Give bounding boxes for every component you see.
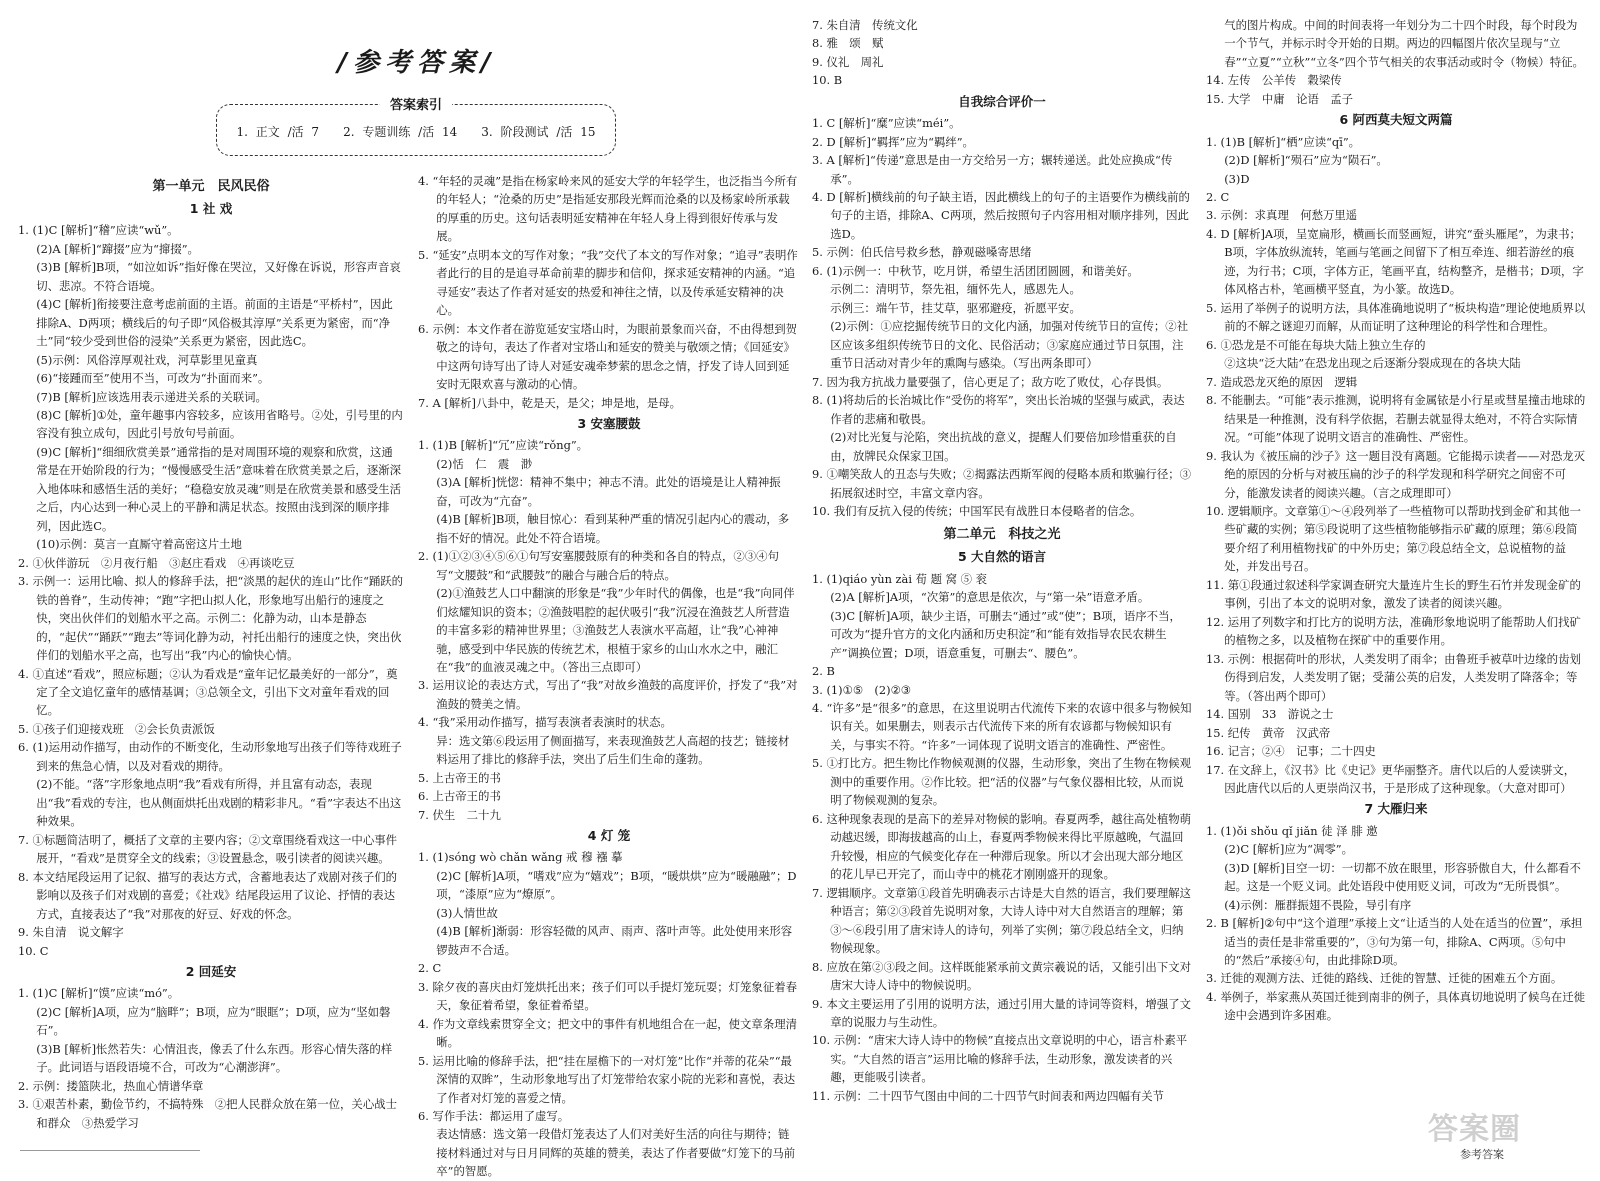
answer-line: (5)示例：风俗淳厚观社戏，河草影里见童真 <box>36 352 258 367</box>
answer-item: 8. (1)将劫后的长治城比作“受伤的将军”，突出长治城的坚强与威武，表达作者的悲痛和敬畏。 <box>812 393 1185 426</box>
answer-item: 7. 因为我方抗战力量要强了，信心更足了；敌方吃了败仗，心存畏惧。 <box>812 374 1169 389</box>
answer-item: 4. “许多”是“很多”的意思，在这里说明古代流传下来的农谚中很多与物候知识有关。如果删去，则表示古代流传下来的所有农谚都与物候知识有关，与事实不符。“许多”一词体现了说明文语言的准确性、严密性。 <box>812 701 1192 752</box>
answer-item: 11. 第①段通过叙述科学家调查研究大量连片生长的野生石竹并发现金矿的事例，引出了本文的说明对象，激发了读者的阅读兴趣。 <box>1206 577 1581 611</box>
answer-item: 5. “延安”点明本文的写作对象；“我”交代了本文的写作对象；“追寻”表明作者此行的目的是追寻革命前辈的脚步和信仰，探求延安精神的内涵。“追寻延安”表达了作者对延安的热爱和神往之情，以及传承延安精神的决心。 <box>418 247 798 318</box>
answer-item: 1. (1)qiáo yùn zài 荀 题 窝 ⑤ 衮 <box>812 571 988 586</box>
unit-heading: 第一单元 民风民俗 <box>152 179 270 194</box>
answer-item: 10. B <box>812 73 843 88</box>
answer-item: 5. 运用了举例子的说明方法，具体准确地说明了“板块构造”理论使地质界以前的不解之谜迎刃而解，从而证明了这种理论的科学性和合理性。 <box>1206 300 1586 334</box>
answer-line: 示例二：清明节，祭先祖，缅怀先人，感恩先人。 <box>830 282 1081 297</box>
answer-line: 气的图片构成。中间的时间表将一年划分为二十四个时段，每个时段为一个节气，并标示时令开始的日期。两边的四幅图片依次呈现与“立春”“立夏”“立秋”“立冬”四个节气相关的农事活动或时令（物候）特征。 <box>1224 18 1584 69</box>
answer-item: 3. 示例：求真理 何愁万里遥 <box>1206 208 1358 223</box>
answer-line: (3)B [解析]B项，“如泣如诉”指好像在哭泣，又好像在诉说，形容声音哀切、悲凉。不符合语境。 <box>36 260 401 293</box>
answer-item: 13. 示例：根据荷叶的形状，人类发明了雨伞；由鲁班手被草叶边缘的齿划伤得到启发，人类发明了锯；受蒲公英的启发，人类发明了降落伞；等等。（答出两个即可） <box>1206 651 1581 703</box>
lesson-heading: 自我综合评价一 <box>958 93 1046 109</box>
answer-item: 15. 大学 中庸 论语 孟子 <box>1206 91 1354 106</box>
answer-item: 10. C <box>18 943 49 958</box>
answer-line: 表达情感：选文第一段借灯笼表达了人们对美好生活的向往与期待；链接材料通过对与日月同辉的英雄的赞美，表达了作者要做“灯笼下的马前卒”的智愿。 <box>436 1127 796 1179</box>
answer-line: (2)A [解析]A项，“次第”的意思是依次，与“第一朵”语意矛盾。 <box>830 590 1150 605</box>
answer-item: 4. 举例子，举家燕从英国迁徙到南非的例子，具体真切地说明了候鸟在迁徙途中会遇到许多困难。 <box>1206 989 1585 1023</box>
answer-line: (2)C [解析]A项，应为“脑畔”；B项，应为“眼眶”；D项，应为“坚如磐石”。 <box>36 1004 391 1038</box>
answer-item: 8. 雅 颂 赋 <box>812 36 884 51</box>
answer-item: 3. 除夕夜的喜庆由灯笼烘托出来；孩子们可以手提灯笼玩耍；灯笼象征着春天，象征着希望，象征着希望。 <box>418 979 797 1013</box>
answer-item: 14. 左传 公羊传 穀梁传 <box>1206 73 1342 88</box>
column-4 <box>1206 16 1586 1025</box>
answer-index-items: 1. 正文 /活 7 2. 专题训练 /活 14 3. 阶段测试 /活 15 <box>236 125 596 139</box>
lesson-heading: 3 安塞腰鼓 <box>577 416 641 432</box>
answer-item: 3. ①艰苦朴素，勤俭节约，不搞特殊 ②把人民群众放在第一位，关心战士和群众 ③热爱学习 <box>18 1097 397 1130</box>
answer-line: 示例三：端午节，挂艾草，驱邪避疫，祈愿平安。 <box>830 300 1081 315</box>
unit-heading: 第二单元 科技之光 <box>943 527 1061 543</box>
answer-item: 8. 应放在第②③段之间。这样既能紧承前文黄宗羲说的话，又能引出下文对唐宋大诗人诗中的物候说明。 <box>812 959 1191 993</box>
answer-item: 5. ①打比方。把生物比作物候观测的仪器，生动形象，突出了生物在物候观测中的重要作用。②作比较。把“活的仪器”与气象仪器相比较，从而说明了物候观测的复杂。 <box>812 756 1191 808</box>
column-3 <box>812 16 1192 1105</box>
answer-item: 9. 仪礼 周礼 <box>812 54 884 69</box>
lesson-heading: 6 阿西莫夫短文两篇 <box>1339 112 1453 128</box>
footer-divider <box>20 1150 200 1151</box>
answer-line: (2)恬 仁 震 渺 <box>436 456 533 471</box>
answer-item: 4. “年轻的灵魂”是指在杨家岭来风的延安大学的年轻学生，也泛指当今所有的年轻人；“沧桑的历史”是指延安那段光辉而沧桑的以及杨家岭所承载的厚重的历史。这句话表明延安精神在年轻人身上得到很好传承与发展。 <box>418 174 798 244</box>
answer-item: 7. 逻辑顺序。文章第①段首先明确表示古诗是大自然的语言，我们要理解这种语言；第②③段首先说明对象，大诗人诗中对大自然语言的理解；第③～⑥段引用了唐宋诗人的诗句，列举了实例；第⑦段总结全文，归纳物候现象。 <box>812 885 1191 956</box>
lesson-heading: 4 灯 笼 <box>587 828 631 844</box>
answer-item: 1. (1)C [解析]“馍”应读“mó”。 <box>18 986 180 1001</box>
answer-line: (3)B [解析]怅然若失：心情沮丧，像丢了什么东西。形容心情失落的样子。此词语与语段语境不合，可改为“心潮澎湃”。 <box>36 1041 393 1075</box>
answer-item: 3. 运用议论的表达方式，写出了“我”对故乡渔鼓的高度评价，抒发了“我”对渔鼓的赞美之情。 <box>418 678 798 711</box>
answer-item: 10. 我们有反抗入侵的传统；中国军民有战胜日本侵略者的信念。 <box>812 503 1142 518</box>
answer-item: 6. 示例：本文作者在游览延安宝塔山时，为眼前景象而兴奋，不由得想到贺敬之的诗句，表达了作者对宝塔山和延安的赞美与敬颂之情；《回延安》中这两句诗写出了诗人对延安魂牵梦萦的思念之情，抒发了诗人回到延安时无限欢喜与激动的心情。 <box>418 321 797 392</box>
answer-line: (2)D [解析]“殒石”应为“陨石”。 <box>1224 153 1388 168</box>
answer-item: 17. 在文辞上，《汉书》比《史记》更华丽整齐。唐代以后的人爱读骈文，因此唐代以后的人更崇尚汉书，于是形成了这种现象。（大意对即可） <box>1206 762 1576 795</box>
answer-line: (2)对比光复与沦陷，突出抗战的意义，提醒人们要倍加珍惜重获的自由，放牌民众保家卫国。 <box>830 430 1177 463</box>
answer-line: (7)B [解析]应该选用表示递进关系的关联词。 <box>36 389 267 404</box>
answer-item: 14. 国别 33 游说之士 <box>1206 707 1334 722</box>
answer-item: 2. B <box>812 664 835 679</box>
answer-item: 1. (1)B [解析]“冗”应读“rǒng”。 <box>418 438 589 453</box>
answer-line: (4)C [解析]衔接要注意考虑前面的主语。前面的主语是“平桥村”，因此排除A、D两项；横线后的句子即“风俗极其淳厚”关系更为紧密，而“净土”同“较少受到世俗的浸染”关系更为紧密，因此选C。 <box>36 297 393 349</box>
answer-item: 5. ①孩子们迎接戏班 ②会长负责派饭 <box>18 721 215 736</box>
lesson-heading: 2 回延安 <box>185 964 237 980</box>
answer-item: 1. (1)ǒi shǒu qǐ jiǎn 徒 泽 腓 邀 <box>1206 823 1378 838</box>
answer-line: ②这块“泛大陆”在恐龙出现之后逐渐分裂成现在的各块大陆 <box>1224 356 1521 371</box>
answer-item: 7. 朱自清 传统文化 <box>812 18 918 32</box>
answer-item: 6. ①恐龙是不可能在每块大陆上独立生存的 <box>1206 337 1426 352</box>
answer-line: (3)C [解析]A项，缺少主语，可删去“通过”或“使”；B项，语序不当，可改为“提升官方的文化内涵和历史积淀”和“能有效指导农民农耕生产”调换位置；D项，语意重复，可删去“、腰色”。 <box>830 608 1181 660</box>
answer-line: (2)①渔鼓艺人口中翻演的形象是“我”少年时代的偶像，也是“我”向同伴们炫耀知识的资本；②渔鼓唱腔的起伏吸引“我”沉浸在渔鼓艺人所营造的丰富多彩的精神世界里；③渔鼓艺人表演水平高超，让“我”心神神驰，感受到中华民族的传统艺术，根植于家乡的山山水水之中，融汇在“我”的血液灵魂之中。（答出三点即可） <box>436 586 795 674</box>
answer-item: 11. 示例：二十四节气图由中间的二十四节气时间表和两边四幅有关节 <box>812 1088 1165 1103</box>
column-2 <box>418 172 800 1181</box>
answer-item: 2. (1)①②③④⑤⑥①句写安塞腰鼓原有的种类和各自的特点，②③④句写“文腰鼓”和“武腰鼓”的融合与融合后的特点。 <box>418 549 779 582</box>
answer-item: 9. 朱自清 说文解字 <box>18 925 124 940</box>
answer-line: (2)示例：①应挖掘传统节日的文化内涵，加强对传统节日的宣传；②社区应该多组织传统节日的文化、民俗活动；③家庭应通过节日氛围，注重节日活动对青少年的熏陶与感染。（写出两条即可） <box>830 319 1189 371</box>
answer-line: (2)A [解析]“蹿掇”应为“撺掇”。 <box>36 241 199 256</box>
lesson-heading: 1 社 戏 <box>189 201 233 217</box>
answer-item: 2. D [解析]“羁挥”应为“羁绊”。 <box>812 134 974 149</box>
answer-item: 6. 上古帝王的书 <box>418 789 501 804</box>
answer-item: 6. (1)运用动作描写，由动作的不断变化，生动形象地写出孩子们等待戏班子到来的焦急心情，以及对看戏的期待。 <box>18 740 402 773</box>
answer-item: 5. 上古帝王的书 <box>418 770 501 785</box>
answer-item: 9. 我认为《被压扁的沙子》这一题目没有离题。它能揭示读者——对恐龙灭绝的原因的分析与对被压扁的沙子的科学发现和科学研究之间密不可分，能激发读者的阅读兴趣。（言之成理即可） <box>1206 448 1585 500</box>
answer-item: 4. ①直述“看戏”，照应标题；②认为看戏是“童年记忆最美好的一部分”，奠定了全文追忆童年的感情基调；③总领全文，引出下文对童年看戏的回忆。 <box>18 666 398 718</box>
answer-item: 15. 纪传 黄帝 汉武帝 <box>1206 725 1331 740</box>
answer-item: 1. (1)B [解析]“栖”应读“qī”。 <box>1206 134 1361 149</box>
answer-line: (3)D [解析]目空一切：一切都不放在眼里，形容骄傲自大，什么都看不起。这是一个贬义词。此处语段中使用贬义词，可改为“无所畏惧”。 <box>1224 860 1581 894</box>
answer-index-box <box>216 98 616 156</box>
answer-item: 10. 逻辑顺序。文章第①～④段列举了一些植物可以帮助找到金矿和其他一些矿藏的实例；第⑤段说明了这些植物能够指示矿藏的原理；第⑥段简要介绍了利用植物找矿的中外历史；第⑦段总结全文，总说植物的益处，并发出号召。 <box>1206 503 1581 574</box>
answer-item: 4. “我”采用动作描写，描写表演者表演时的状态。 <box>418 715 672 730</box>
answer-item: 8. 不能删去。“可能”表示推测，说明将有金属铱是小行星或彗星撞击地球的结果是一种推测，没有科学依据，若删去就显得太绝对，不符合实际情况。“可能”体现了说明文语言的准确性、严密性。 <box>1206 393 1586 445</box>
answer-item: 2. B [解析]②句中“这个道理”承接上文“让适当的人处在适当的位置”，承担适当的责任是非常重要的”，③句为第一句，排除A、C两项。⑤句中的“然后”承接④句，由此排除D项。 <box>1206 916 1583 967</box>
answer-line: (10)示例：莫言一直厮守着高密这片土地 <box>36 537 242 552</box>
answer-line: (4)示例：雁群振翅不畏险，导引有序 <box>1224 897 1412 912</box>
answer-line: (9)C [解析]“细细欣赏美景”通常指的是对周围环境的观察和欣赏，这通常是在开始阶段的行为；“慢慢感受生活”意味着在欣赏美景之后，逐渐深入地体味和感悟生活的美好；“稳稳安放灵魂”则是在欣赏美景和感受生活之后，内心达到一种心灵上的平静和满足状态。按照由浅到深的顺序排列，因此选C。 <box>36 444 401 533</box>
answer-index-title: 答案索引 <box>380 98 452 113</box>
answer-item: 7. 造成恐龙灭绝的原因 逻辑 <box>1206 374 1358 389</box>
answer-item: 7. A [解析]八卦中，乾是天，是父；坤是地，是母。 <box>418 395 682 410</box>
answer-item: 1. (1)sóng wò chǎn wǎng 戒 穆 襁 摹 <box>418 850 623 865</box>
answer-item: 16. 记言；②④ 记事；二十四史 <box>1206 744 1376 759</box>
answer-line: (2)C [解析]应为“凋零”。 <box>1224 842 1353 857</box>
answer-item: 9. 本文主要运用了引用的说明方法，通过引用大量的诗词等资料，增强了文章的说服力与生动性。 <box>812 996 1191 1029</box>
answer-line: (3)D <box>1224 171 1250 186</box>
answer-item: 2. 示例：搂篮陕北，热血心情谱华章 <box>18 1078 204 1093</box>
answer-item: 7. 伏生 二十九 <box>418 807 501 822</box>
answer-item: 9. ①嘲笑敌人的丑态与失败；②揭露法西斯军阀的侵略本质和欺骗行径；③拓展叙述时空，丰富文章内容。 <box>812 467 1191 500</box>
answer-item: 2. C <box>418 961 442 976</box>
answer-item: 4. D [解析]A项，呈宽扁形，横画长而竖画短，讲究“蚕头雁尾”，为隶书；B项，字体放纵流转，笔画与笔画之间留下了相互牵连、细若游丝的痕迹，为行书；C项，字体方正，笔画平直，结构整齐，是楷书；D项，字体风格古朴，笔画横平竖直，为小篆。故选D。 <box>1206 226 1584 297</box>
answer-item: 4. 作为文章线索贯穿全文；把文中的事件有机地组合在一起，使文章条理清晰。 <box>418 1016 797 1050</box>
answer-item: 4. D [解析]横线前的句子缺主语，因此横线上的句子的主语要作为横线前的句子的主语，排除A、C两项，然后按照句子内容用相对顺序排列，因此选D。 <box>812 190 1190 241</box>
answer-line: 异：选文第⑥段运用了侧面描写，来表现渔鼓艺人高超的技艺；链接材料运用了排比的修辞手法，突出了后生们生命的蓬勃。 <box>436 733 790 767</box>
answer-line: (4)B [解析]B项，触目惊心：看到某种严重的情况引起内心的震动，多指不好的情况。此处不符合语境。 <box>436 512 790 545</box>
answer-item: 6. 写作手法：都运用了虚写。 <box>418 1109 570 1123</box>
answer-item: 10. 示例：“唐宋大诗人诗中的物候”直接点出文章说明的中心，语言朴素平实。“大自然的语言”运用比喻的修辞手法，生动形象，激发读者的兴趣，更能吸引读者。 <box>812 1033 1188 1085</box>
answer-line: (2)C [解析]A项，“嗜戏”应为“嬉戏”；B项，“暖烘烘”应为“暖融融”；D项，“漆原”应为“燎原”。 <box>436 868 797 902</box>
answer-item: 3. A [解析]“传递”意思是由一方交给另一方；辗转递送。此处应换成“传承”。 <box>812 153 1173 186</box>
answer-item: 12. 运用了列数字和打比方的说明方法，准确形象地说明了能帮助人们找矿的植物之多，以及植物在探矿中的重要作用。 <box>1206 614 1581 648</box>
answer-item: 5. 示例：伯氏信号救乡愁，静观磁嗓寄思绪 <box>812 245 1032 260</box>
answer-item: 7. ①标题简洁明了，概括了文章的主要内容；②文章围绕看戏这一中心事件展开，“看戏”是贯穿全文的线索；③设置悬念，吸引读者的阅读兴趣。 <box>18 832 397 866</box>
answer-item: 6. 这种现象表现的是高下的差异对物候的影响。春夏两季，越往高处植物萌动越迟缓，即海拔越高的山上，春夏两季物候来得比平原越晚，气温回升较慢，相应的气候变化存在一种滞后现象。所以才会出现大部分地区的花儿早已开完了，而山寺中的桃花才刚刚盛开的现象。 <box>812 811 1191 882</box>
answer-item: 3. 示例一：运用比喻、拟人的修辞手法，把“淡黑的起伏的连山”比作“踊跃的铁的兽脊”，生动传神；“跑”字把山拟人化，形象地写出船行的速度之快，突出伙伴们的划船水平之高。示例二：化静为动，山本是静态的，“起伏”“踊跃”“跑去”等词化静为动，衬托出船行的速度之快，突出伙伴们的划船水平之高，也写出“我”内心的愉快心情。 <box>18 574 404 663</box>
answer-line: (6)“接踵而至”使用不当，可改为“扑面而来”。 <box>36 371 270 386</box>
answer-item: 6. (1)示例一：中秋节，吃月饼，希望生活团团圆圆，和谐美好。 <box>812 263 1139 278</box>
answer-line: (8)C [解析]①处，童年趣事内容较多，应该用省略号。②处，引号里的内容没有独立成句，因此引号放句号前面。 <box>36 407 403 441</box>
lesson-heading: 5 大自然的语言 <box>957 549 1047 565</box>
answer-item: 5. 运用比喻的修辞手法，把“挂在屋檐下的一对灯笼”比作“并蒂的花朵”“最深情的双眸”，生动形象地写出了灯笼带给农家小院的光彩和喜悦，表达了作者对灯笼的喜爱之情。 <box>418 1053 796 1105</box>
answer-item: 3. (1)①⑤ (2)②③ <box>812 682 911 697</box>
column-1 <box>18 172 404 1132</box>
answer-item: 8. 本文结尾段运用了记叙、描写的表达方式，含蓄地表达了戏剧对孩子们的影响以及孩子们对戏剧的喜爱；《社戏》结尾段运用了议论、抒情的表达方式，直接表达了“我”对那夜的好豆、好戏的怀念。 <box>18 869 397 921</box>
answer-line: (3)A [解析]恍惚：精神不集中；神志不清。此处的语境是让人精神振奋，可改为“亢奋”。 <box>436 475 781 508</box>
answer-line: (4)B [解析]渐弱：形容轻微的风声、雨声、落叶声等。此处使用来形容锣鼓声不合适。 <box>436 924 793 957</box>
answer-item: 3. 迁徙的观测方法、迁徙的路线、迁徙的智慧、迁徙的困难五个方面。 <box>1206 971 1563 986</box>
answer-line: (3)人情世故 <box>436 905 498 920</box>
answer-item: 2. ①伙伴游玩 ②月夜行船 ③赵庄看戏 ④再谈吃豆 <box>18 555 295 570</box>
answer-line: (2)不能。“落”字形象地点明“我”看戏有所得，并且富有动态，表现出“我”看戏的专注，也从侧面烘托出戏剧的精彩非凡。“看”字表达不出这种效果。 <box>36 777 402 829</box>
answer-item: 1. C [解析]“糜”应读“méi”。 <box>812 116 961 131</box>
answer-item: 2. C <box>1206 190 1230 204</box>
footer-label: 参考答案 <box>1460 1148 1504 1161</box>
lesson-heading: 7 大雁归来 <box>1364 801 1428 817</box>
answer-item: 1. (1)C [解析]“稽”应读“wǔ”。 <box>18 223 179 238</box>
watermark-logo: 答案圈 <box>1428 1112 1521 1147</box>
page-title: /参考答案/ <box>337 48 497 78</box>
